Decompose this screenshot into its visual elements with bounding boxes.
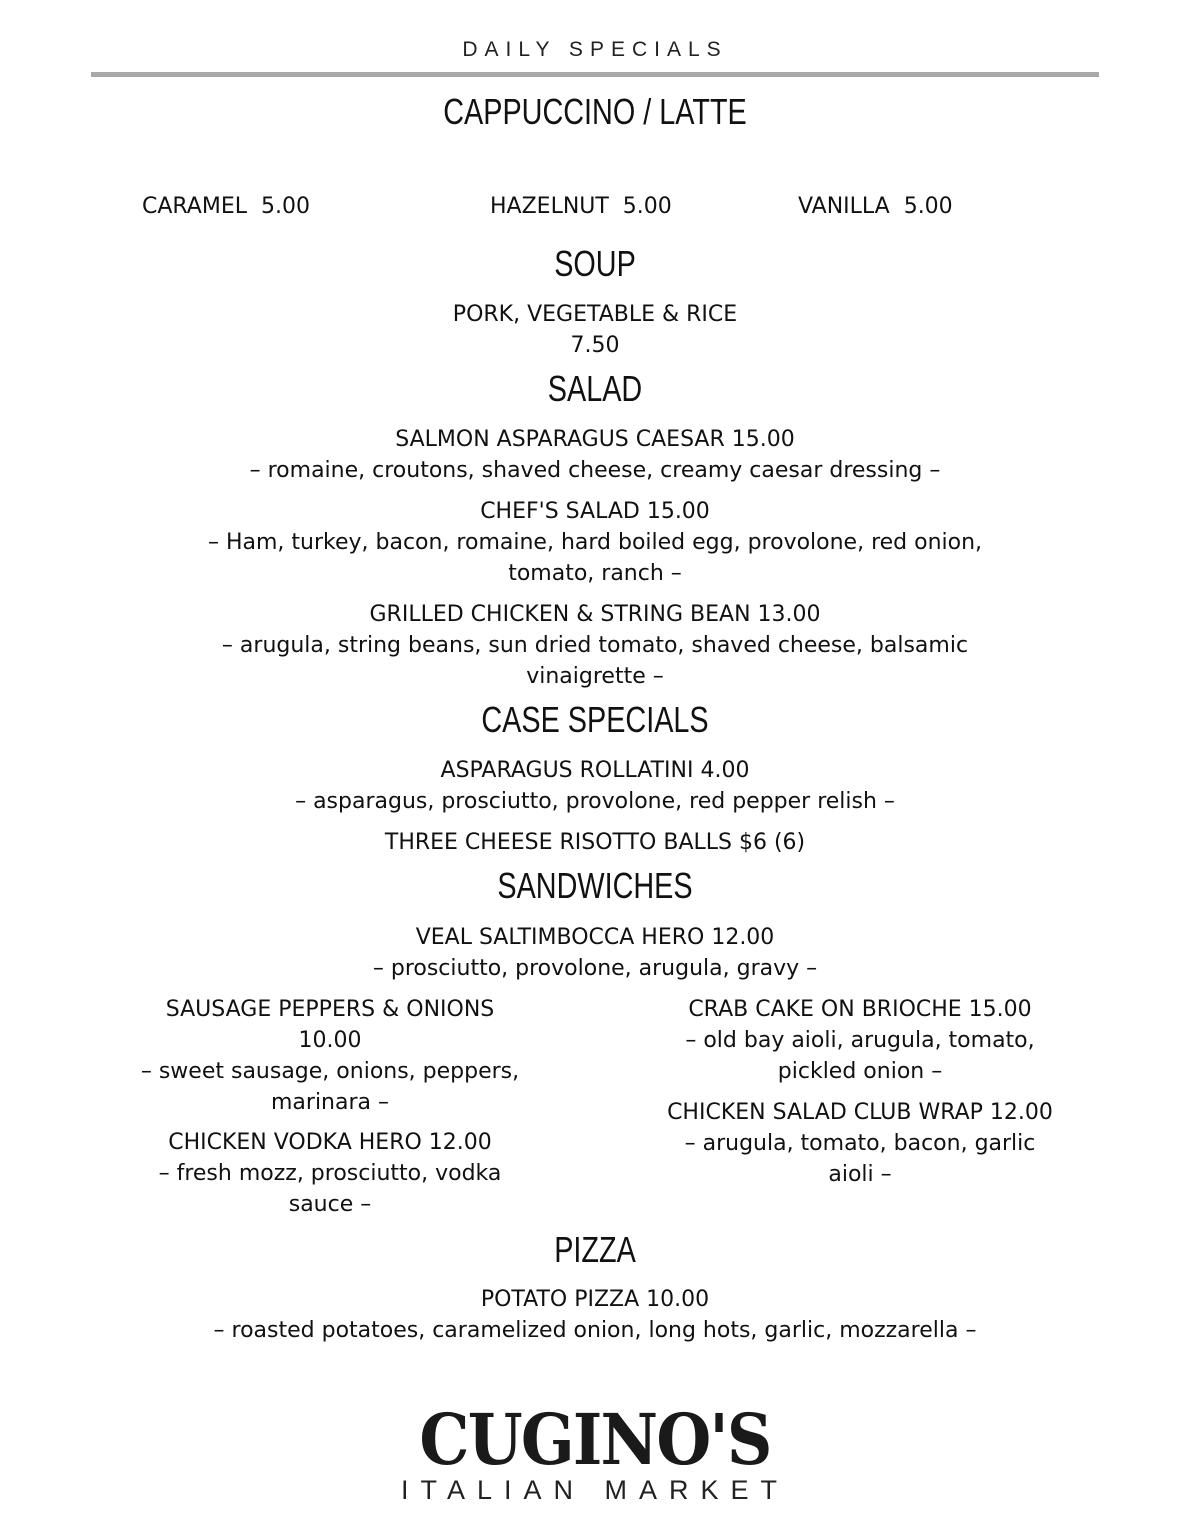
sandwich-item-desc: – old bay aioli, arugula, tomato, (685, 1028, 1035, 1053)
flavor-vanilla: VANILLA 5.00 (798, 194, 953, 219)
cuginos-logo: CUGINO'S (419, 1398, 771, 1481)
sandwich-item-desc: – arugula, tomato, bacon, garlic (684, 1131, 1036, 1156)
salad-section-title: SALAD (547, 368, 643, 409)
coffee-section-title: CAPPUCCINO / LATTE (443, 91, 747, 132)
soup-price: 7.50 (570, 333, 620, 358)
soup-name: PORK, VEGETABLE & RICE (452, 302, 738, 327)
salad-item-name: CHEF'S SALAD 15.00 (480, 499, 710, 524)
salad-item-desc: – arugula, string beans, sun dried tomato, shaved cheese, balsamic (221, 633, 969, 658)
pizza-section-title: PIZZA (554, 1229, 636, 1270)
flavor-caramel: CARAMEL 5.00 (142, 194, 310, 219)
flavor-hazelnut: HAZELNUT 5.00 (490, 194, 672, 219)
daily-specials-label: DAILY SPECIALS (462, 38, 728, 61)
salad-item-name: GRILLED CHICKEN & STRING BEAN 13.00 (369, 602, 821, 627)
sandwich-item-name: CHICKEN SALAD CLUB WRAP 12.00 (667, 1100, 1053, 1125)
salad-item-desc: – romaine, croutons, shaved cheese, creamy caesar dressing – (249, 458, 941, 483)
pizza-item-name: POTATO PIZZA 10.00 (480, 1287, 710, 1312)
case-item-name: ASPARAGUS ROLLATINI 4.00 (440, 758, 750, 783)
sandwich-featured-desc: – prosciutto, provolone, arugula, gravy – (372, 956, 818, 981)
logo-subtitle: ITALIAN MARKET (400, 1475, 790, 1505)
soup-section-title: SOUP (554, 243, 636, 284)
salad-item-desc: vinaigrette – (526, 664, 664, 689)
salad-item-desc: tomato, ranch – (508, 561, 682, 586)
salad-item-name: SALMON ASPARAGUS CAESAR 15.00 (395, 427, 795, 452)
sandwich-item-price: 10.00 (298, 1028, 362, 1053)
case-item-name: THREE CHEESE RISOTTO BALLS $6 (6) (384, 830, 806, 855)
case-item-desc: – asparagus, prosciutto, provolone, red pepper relish – (295, 789, 895, 814)
sandwich-item-name: CRAB CAKE ON BRIOCHE 15.00 (688, 997, 1032, 1022)
sandwich-item-desc: – fresh mozz, prosciutto, vodka (158, 1161, 502, 1186)
sandwich-item-desc: marinara – (270, 1090, 389, 1115)
sandwich-item-desc: – sweet sausage, onions, peppers, (140, 1059, 520, 1084)
sandwiches-section-title: SANDWICHES (497, 865, 693, 906)
sandwich-item-desc: sauce – (288, 1192, 372, 1217)
salad-item-desc: – Ham, turkey, bacon, romaine, hard boiled egg, provolone, red onion, (207, 530, 983, 555)
sandwich-item-desc: aioli – (828, 1162, 892, 1187)
case-specials-section-title: CASE SPECIALS (481, 699, 709, 740)
sandwich-featured-name: VEAL SALTIMBOCCA HERO 12.00 (415, 925, 775, 950)
pizza-item-desc: – roasted potatoes, caramelized onion, long hots, garlic, mozzarella – (213, 1318, 977, 1343)
sandwich-item-name: CHICKEN VODKA HERO 12.00 (168, 1130, 492, 1155)
sandwich-item-name: SAUSAGE PEPPERS & ONIONS (165, 997, 495, 1022)
sandwich-item-desc: pickled onion – (777, 1059, 943, 1084)
header-divider (91, 72, 1099, 77)
